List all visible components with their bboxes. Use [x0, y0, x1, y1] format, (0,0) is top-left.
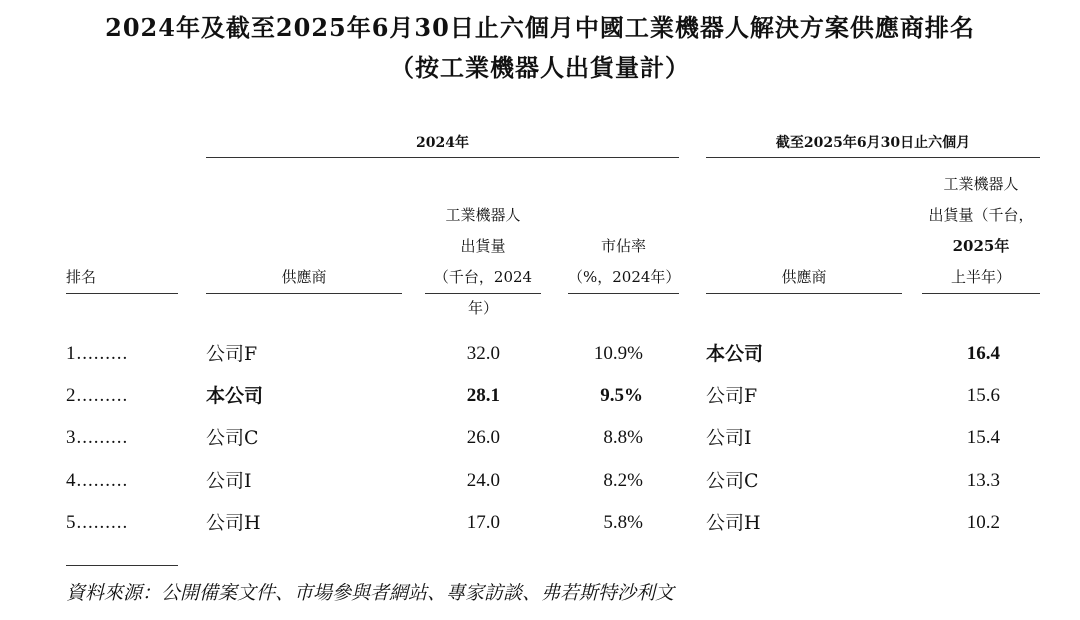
- table-title: 2024年及截至2025年6月30日止六個月中國工業機器人解決方案供應商排名: [105, 13, 975, 42]
- supplier-2024-cell: 公司F: [206, 343, 258, 365]
- supplier-2025-cell: 公司I: [706, 427, 752, 449]
- source-note: 資料來源：公開備案文件、市場參與者網站、專家訪談、弗若斯特沙利文: [66, 582, 675, 604]
- header-supplier-2024: 供應商: [281, 268, 327, 286]
- share-2024-cell: 8.2%: [603, 470, 643, 491]
- shipment-2024-cell: 26.0: [466, 427, 500, 448]
- shipment-2024-cell: 28.1: [466, 385, 500, 406]
- header-rank: 排名: [66, 268, 97, 286]
- rule-shipment-2025: [922, 293, 1040, 294]
- group-rule-2025: [706, 157, 1040, 158]
- supplier-2024-cell: 公司H: [206, 512, 261, 534]
- header-share-2024: 市佔率 （%，2024年）: [568, 237, 681, 286]
- shipment-2025-cell: 13.3: [966, 470, 1000, 491]
- group-header-2024: 2024年: [416, 135, 469, 151]
- rule-supplier-2024: [206, 293, 402, 294]
- shipment-2025-cell: 16.4: [966, 343, 1000, 364]
- rule-shipment-2024: [425, 293, 541, 294]
- rank-cell: 3.........: [66, 427, 129, 448]
- supplier-2024-cell: 公司I: [206, 470, 252, 492]
- share-2024-cell: 10.9%: [593, 343, 643, 364]
- supplier-2025-cell: 公司H: [706, 512, 761, 534]
- rank-cell: 5.........: [66, 512, 129, 533]
- header-shipment-2024: 工業機器人 出貨量 （千台，2024年）: [433, 206, 533, 317]
- footnote-rule: [66, 565, 178, 566]
- rule-supplier-2025: [706, 293, 902, 294]
- rank-cell: 4.........: [66, 470, 129, 491]
- group-header-2025: 截至2025年6月30日止六個月: [775, 135, 971, 151]
- shipment-2024-cell: 24.0: [466, 470, 500, 491]
- supplier-2025-cell: 公司F: [706, 385, 758, 407]
- rule-share-2024: [568, 293, 679, 294]
- header-supplier-2025: 供應商: [781, 268, 827, 286]
- shipment-2025-cell: 15.4: [966, 427, 1000, 448]
- share-2024-cell: 9.5%: [600, 385, 643, 406]
- header-shipment-2025: 工業機器人 出貨量（千台， 2025年 上半年）: [928, 175, 1034, 286]
- shipment-2025-cell: 10.2: [966, 512, 1000, 533]
- rule-rank: [66, 293, 178, 294]
- supplier-2024-cell: 本公司: [206, 385, 264, 407]
- shipment-2025-cell: 15.6: [966, 385, 1000, 406]
- share-2024-cell: 5.8%: [603, 512, 643, 533]
- supplier-2024-cell: 公司C: [206, 427, 259, 449]
- rank-cell: 1.........: [66, 343, 129, 364]
- share-2024-cell: 8.8%: [603, 427, 643, 448]
- rank-cell: 2.........: [66, 385, 129, 406]
- group-rule-2024: [206, 157, 679, 158]
- supplier-2025-cell: 公司C: [706, 470, 759, 492]
- supplier-2025-cell: 本公司: [706, 343, 764, 365]
- table-subtitle: （按工業機器人出貨量計）: [390, 53, 690, 82]
- shipment-2024-cell: 32.0: [466, 343, 500, 364]
- shipment-2024-cell: 17.0: [466, 512, 500, 533]
